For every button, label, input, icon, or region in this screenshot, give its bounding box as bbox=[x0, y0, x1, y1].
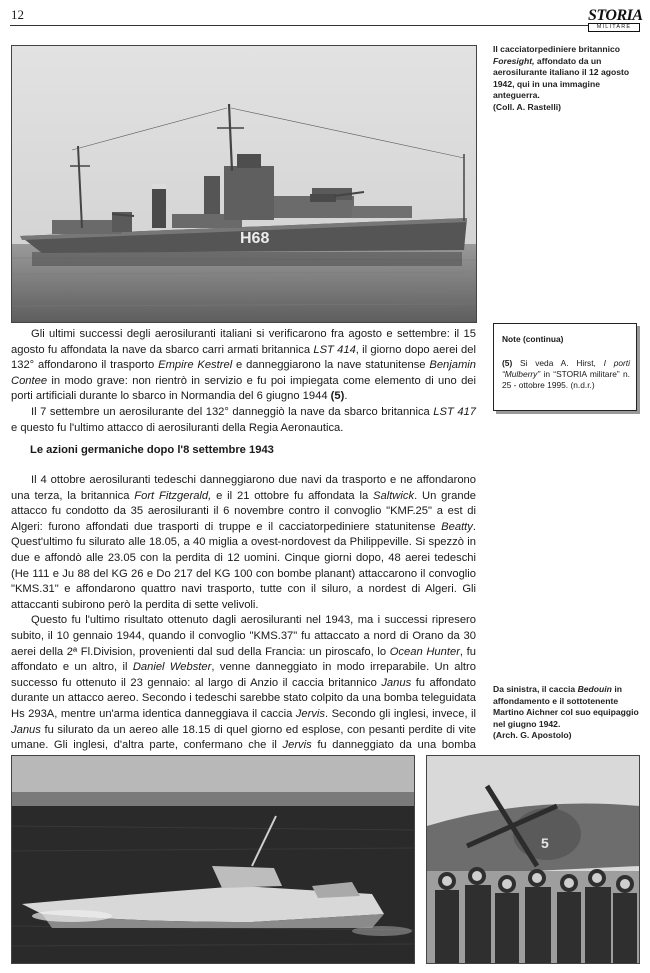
magazine-logo bbox=[588, 7, 643, 30]
article-text-main bbox=[11, 473, 476, 769]
caption-ship-name: Foresight, bbox=[493, 55, 535, 66]
note-box bbox=[493, 323, 637, 411]
caption-text: affondato da un aerosilurante italiano il 12 agosto 1942, qui in una immagine anteguerra. bbox=[493, 55, 630, 100]
svg-text:5: 5 bbox=[541, 835, 549, 851]
logo-title: STORIA bbox=[588, 7, 643, 24]
article-text-top bbox=[11, 327, 476, 436]
paragraph: Gli ultimi successi degli aerosiluranti italiani si verificarono fra agosto e settembre: il 15 agosto fu affondata la nave da sbarco carri armati britannica LST 414, il giorno dopo aerei del 132° affondarono il trasporto Empire Kestrel e danneggiarono la nave statunitense Benjamin Contee in modo grave: non rientrò in servizio e fu poi impiegata come elemento di uno dei porti artificiali durante lo sbarco in Normandia del 6 giugno 1944 (5). bbox=[11, 328, 476, 403]
paragraph: Questo fu l'ultimo risultato ottenuto dagli aerosiluranti nel 1943, ma i successi ripresero subito, il 10 gennaio 1944, quando il convoglio "KMS.37" fu attaccato a nord di Orano da 30 aerei della 2ª Fl.Division, provenienti dal sud della Francia: un piroscafo, lo Ocean Hunter, fu affondato e un altro, il Daniel Webster, venne danneggiato in modo irreparabile. Un altro successo fu ottenuto il 23 gennaio: al largo di Anzio il caccia britannico Janus fu affondato durante un attacco aereo. Secondo i tedeschi sarebbe stato colpito da una bomba teleguidata Hs 293A, mentre un'arma identica danneggiava il caccia Jervis. Secondo gli inglesi, invece, il Janus fu silurato da un aereo alle 18.15 di quel giorno ed esplose, con pesanti perdite di vite umane. Gli inglesi, d'altra parte, confermano che il Jervis fu danneggiato da una bomba bbox=[11, 614, 477, 752]
note-ref: (5) bbox=[502, 358, 513, 368]
caption-bedouin bbox=[493, 684, 643, 742]
caption-text: in affondamento e il sottotenente Martino Aichner col suo equipaggio nel giugno 1942. bbox=[493, 684, 639, 729]
paragraph: Il 7 settembre un aerosilurante del 132° danneggiò la nave da sbarco britannica LST 417 e questo fu l'ultimo attacco di aerosiluranti della Regia Aeronautica. bbox=[11, 405, 477, 434]
note-title: Note (continua) bbox=[502, 334, 564, 344]
header-rule bbox=[10, 25, 588, 26]
page-number: 12 bbox=[11, 7, 24, 22]
paragraph: Il 4 ottobre aerosiluranti tedeschi danneggiarono due navi da trasporto e ne affondarono una terza, la britannica Fort Fitzgerald, e il 21 ottobre fu affondata la Saltwick. Un grande attacco fu condotto da 35 aerosiluranti il 6 novembre contro il convoglio "KMF.25" a est di Algeri: furono affondati due trasporti di truppe e il cacciatorpediniere statunitense Beatty. Quest'ultimo fu silurato alle 18.05, a 40 miglia a ovest-nordovest da Philippeville. Si spezzò in due e affondò alle 23.05 con la perdita di 12 uomini. Cinque giorni dopo, 48 aerei tedeschi (He 111 e Ju 88 del KG 26 e Do 217 del KG 100 con bombe planant) attaccarono il convoglio "KMS.31" e affondarono quattro navi trasporto, tutte con il siluro, a nordest di Algeri. Gli attaccanti subirono però la perdita di sette velivoli. bbox=[11, 474, 477, 611]
photo-aichner-crew bbox=[426, 755, 640, 964]
photo-foresight-destroyer bbox=[11, 45, 477, 323]
note-text: in “STORIA militare” n. 25 - ottobre 1995. (n.d.r.) bbox=[502, 369, 630, 390]
logo-subtitle: MILITARE bbox=[588, 23, 640, 32]
hull-number: H68 bbox=[240, 230, 270, 247]
note-book-title: I porti “Mulberry” bbox=[502, 358, 630, 379]
caption-credit: (Coll. A. Rastelli) bbox=[493, 101, 561, 112]
caption-foresight bbox=[493, 44, 643, 113]
section-heading: Le azioni germaniche dopo l'8 settembre 1943 bbox=[30, 444, 274, 456]
note-body bbox=[502, 358, 630, 391]
caption-text: Da sinistra, il caccia bbox=[493, 684, 578, 694]
photo-bedouin-sinking bbox=[11, 755, 415, 964]
caption-text: Il cacciatorpediniere britannico bbox=[493, 44, 621, 54]
caption-ship-name: Bedouin bbox=[577, 684, 612, 694]
caption-credit: (Arch. G. Apostolo) bbox=[493, 730, 572, 740]
note-text: Si veda A. Hirst, bbox=[512, 358, 604, 368]
